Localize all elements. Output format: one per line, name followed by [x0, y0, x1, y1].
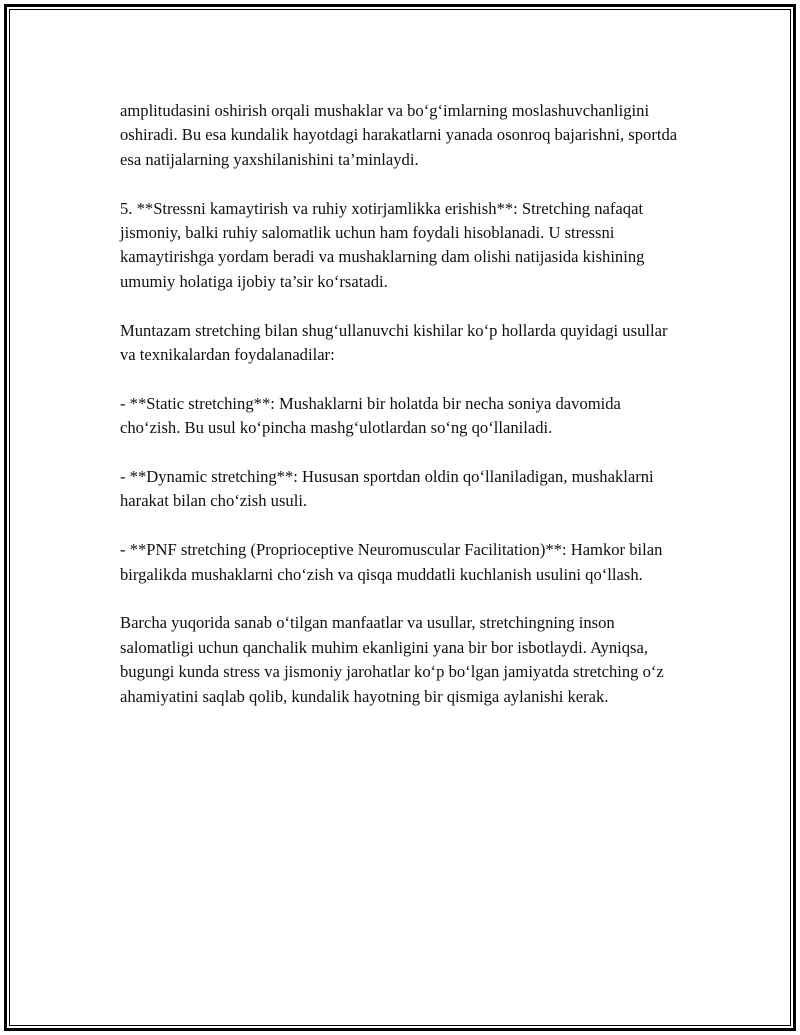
paragraph-continuation: amplitudasini oshirish orqali mushaklar va bo‘g‘imlarning moslashuvchanligini oshiradi. Bu esa kundalik hayotdagi harakatlarni yanada osonroq bajarishni, sportda esa natijalarning yaxshilanishini ta’minlaydi.: [120, 101, 678, 169]
paragraph-methods-intro: Muntazam stretching bilan shug‘ullanuvchi kishilar ko‘p hollarda quyidagi usullar va texnikalardan foydalanadilar:: [120, 320, 668, 365]
paragraph-conclusion: Barcha yuqorida sanab o‘tilgan manfaatlar va usullar, stretchingning inson salomatligi uchun qanchalik muhim ekanligini yana bir bor isbotlaydi. Ayniqsa, bugungi kunda stress va jismoniy jarohatlar ko‘p bo‘lgan jamiyatda stretching o‘z ahamiyatini saqlab qolib, kundalik hayotning bir qismiga aylanishi kerak.: [120, 613, 664, 706]
list-item-dynamic-stretching: - **Dynamic stretching**: Hususan sportdan oldin qo‘llaniladigan, mushaklarni harakat bilan cho‘zish usuli.: [120, 467, 654, 511]
document-body: [120, 99, 685, 733]
list-item-static-stretching: - **Static stretching**: Mushaklarni bir holatda bir necha soniya davomida cho‘zish. Bu usul ko‘pincha mashg‘ulotlardan so‘ng qo‘llaniladi.: [120, 393, 621, 438]
page-frame: [4, 4, 796, 1031]
list-item-pnf-stretching: - **PNF stretching (Proprioceptive Neuromuscular Facilitation)**: Hamkor bilan birgalikda mushaklarni cho‘zish va qisqa muddatli kuchlanish usulini qo‘llash.: [120, 540, 663, 584]
paragraph-stress-benefit: 5. **Stressni kamaytirish va ruhiy xotirjamlikka erishish**: Stretching nafaqat jismoniy, balki ruhiy salomatlik uchun ham foydali hisoblanadi. U stressni kamaytirishga yordam beradi va mushaklarning dam olishi natijasida kishining umumiy holatiga ijobiy ta’sir ko‘rsatadi.: [120, 198, 645, 291]
